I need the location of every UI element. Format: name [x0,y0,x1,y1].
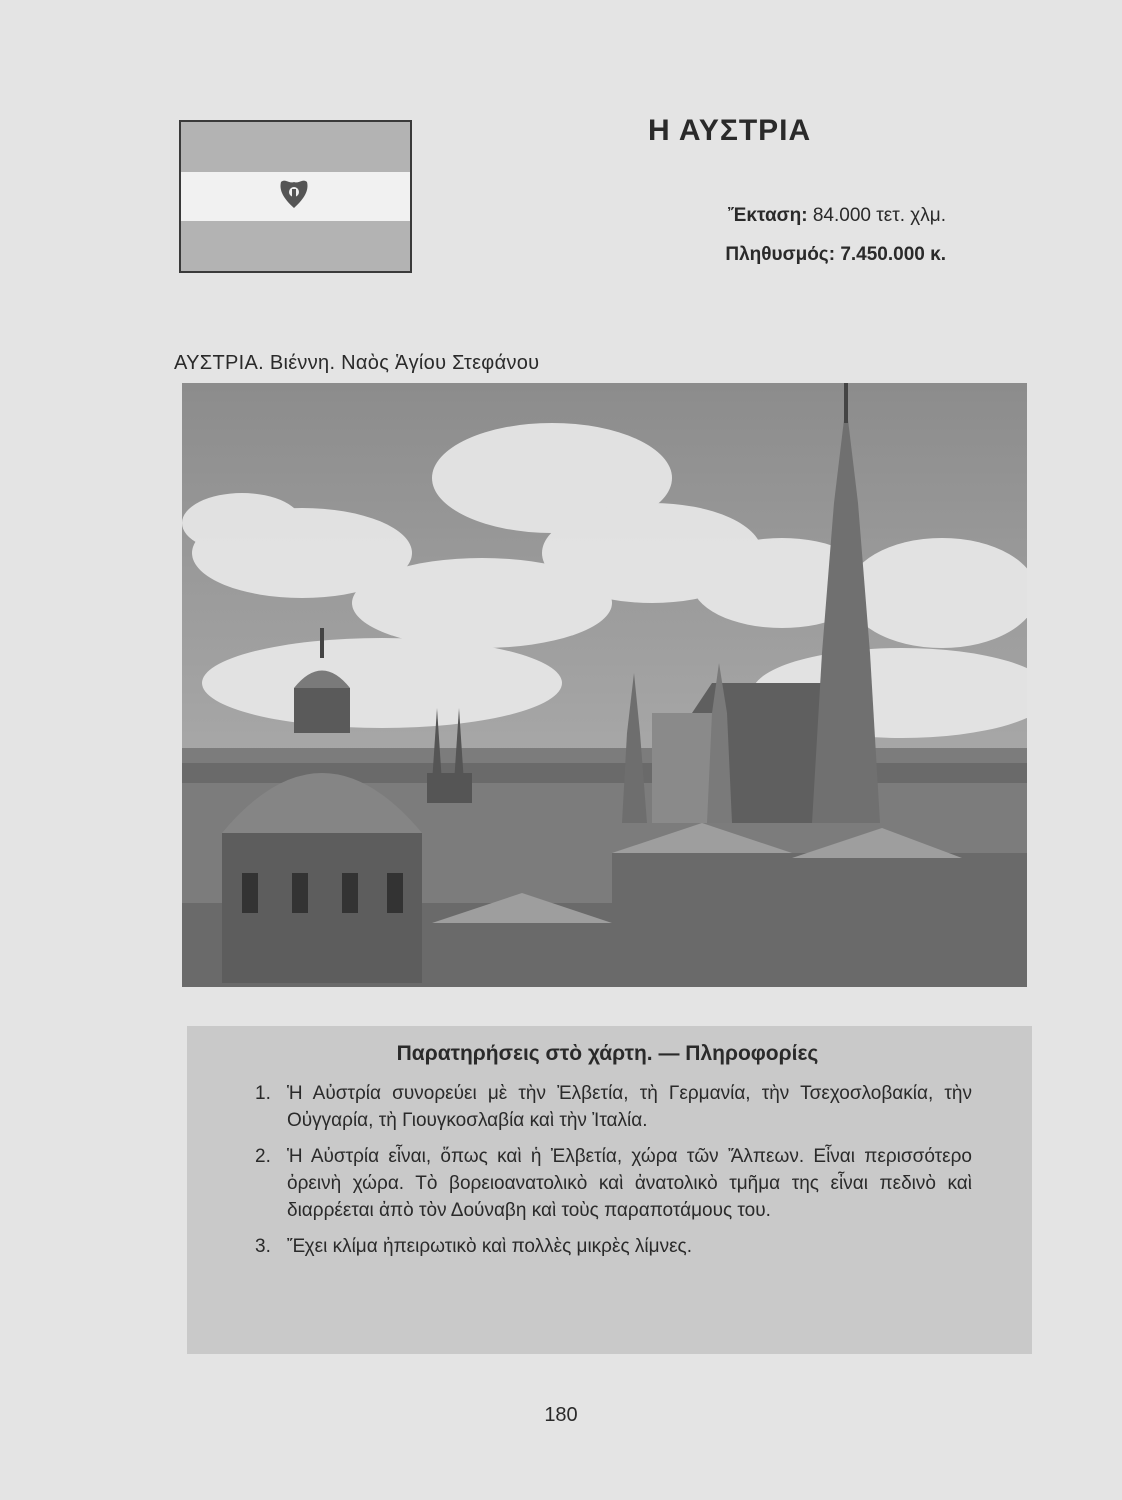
info-heading: Παρατηρήσεις στὸ χάρτη. — Πληροφορίες [396,1042,819,1065]
item-number: 2. [255,1146,271,1167]
photo-caption: ΑΥΣΤΡΙΑ. Βιέννη. Ναὸς Ἁγίου Στεφάνου [174,352,540,374]
flag-stripe-bottom [181,221,410,271]
flag-stripe-top [181,122,410,174]
page-number: 180 [544,1404,578,1426]
area-label: Ἔκταση: [728,205,808,226]
population-value: 7.450.000 κ. [840,244,946,265]
population-label: Πληθυσμός: [725,244,836,265]
list-item [243,1143,972,1224]
list-item [243,1080,972,1134]
item-number: 3. [255,1236,271,1257]
item-text: Ἡ Αὐστρία εἶναι, ὅπως καὶ ἡ Ἐλβετία, χώρα τῶν Ἄλπεων. Εἶναι περισσότερο ὀρεινὴ χώρα. Τὸ βορειοανατολικὸ καὶ ἀνατολικὸ τμῆμα της εἶναι πεδινὸ καὶ διαρρέεται ἀπὸ τὸν Δούναβη καὶ τοὺς παραποτάμους του. [287,1146,972,1221]
item-number: 1. [255,1083,271,1104]
item-text: Ἡ Αὐστρία συνορεύει μὲ τὴν Ἐλβετία, τὴ Γερμανία, τὴν Τσεχοσλοβακία, τὴν Οὐγγαρία, τὴ Γιουγκοσλαβία καὶ τὴν Ἰταλία. [287,1083,972,1131]
vienna-photo [182,383,1027,987]
info-box [187,1026,1032,1354]
item-text: Ἔχει κλίμα ἠπειρωτικὸ καὶ πολλὲς μικρὲς λίμνες. [287,1236,692,1257]
info-list [243,1080,972,1260]
eagle-emblem-icon [277,176,311,212]
austria-flag [179,120,412,273]
page-title: Η ΑΥΣΤΡΙΑ [648,114,812,147]
population-fact [725,244,946,266]
area-fact [728,205,946,227]
vienna-skyline-illustration [182,383,1027,987]
area-value: 84.000 τετ. χλμ. [812,205,946,226]
list-item [243,1233,972,1260]
